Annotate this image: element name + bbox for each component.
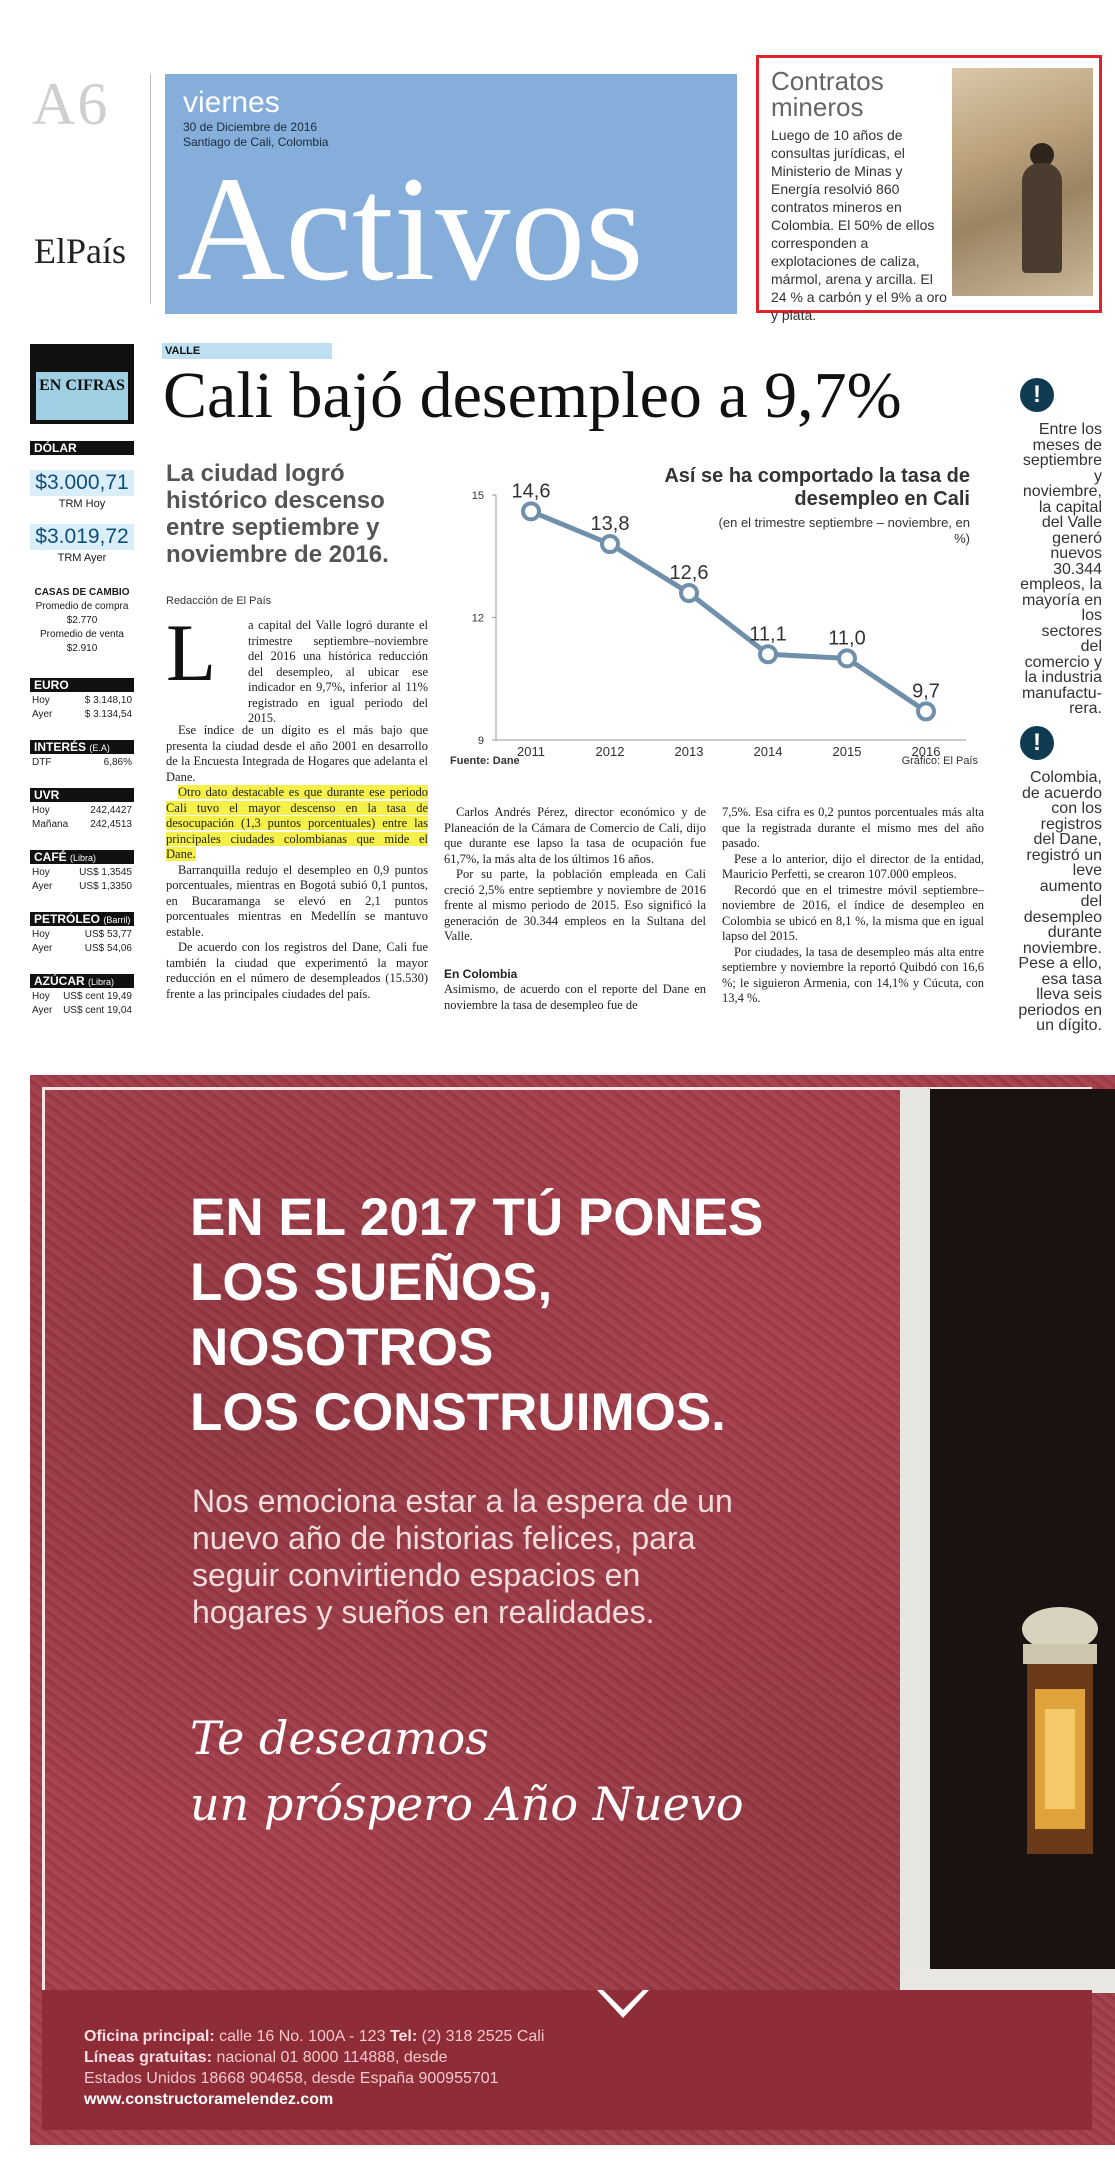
chart-title: Así se ha comportado la tasa de desempleo en Cali bbox=[664, 465, 970, 510]
article-col-2 bbox=[444, 805, 706, 1013]
section-banner bbox=[165, 74, 737, 314]
trm-hoy-value: $3.000,71 bbox=[30, 470, 134, 496]
venta-label: Promedio de venta bbox=[40, 629, 124, 640]
subhead: En Colombia bbox=[444, 966, 518, 981]
row-key: Ayer bbox=[32, 709, 53, 720]
chart-credit: Gráfico: El País bbox=[901, 755, 978, 767]
x-tick-label: 2013 bbox=[674, 744, 704, 759]
row-value: 6,86% bbox=[103, 757, 132, 768]
venta-value: $2.910 bbox=[66, 643, 98, 654]
paragraph: Por ciudades, la tasa de desempleo más alta entre septiembre y noviembre la reportó Quibdó con 16,6 %; le siguieron Armenia, con 14,1% y Cúcuta, con 13,4 %. bbox=[722, 944, 984, 1005]
mineros-teaser[interactable] bbox=[756, 55, 1102, 323]
ad-greeting bbox=[190, 1705, 890, 1837]
x-tick-label: 2011 bbox=[517, 744, 545, 759]
trm-ayer-label: TRM Ayer bbox=[57, 552, 107, 564]
advertisement[interactable] bbox=[30, 1075, 1115, 2145]
dolar-label: DÓLAR bbox=[30, 441, 134, 455]
x-tick-label: 2014 bbox=[753, 744, 783, 759]
data-point bbox=[918, 703, 934, 719]
row-value: US$ cent 19,49 bbox=[63, 991, 132, 1002]
paragraph: 7,5%. Esa cifra es 0,2 puntos porcentuales más alta que la registrada durante el mismo mes del año pasado. bbox=[722, 805, 984, 850]
casas-label: CASAS DE CAMBIO bbox=[34, 587, 130, 598]
sidebar-note-1: Entre los meses de septiembre y noviembre, la capital del Valle generó nuevos 30.344 empleos, la mayoría en los sectores del comercio y la industria manufactu-rera. bbox=[1020, 421, 1102, 717]
row-key: Ayer bbox=[32, 1005, 53, 1016]
highlight: Otro dato destacable es que durante ese periodo Cali tuvo el mayor descenso en la tasa de desocupación (1,3 puntos porcentuales) entre las principales ciudades colombianas que mide el Dane. bbox=[166, 785, 428, 861]
window-frame bbox=[900, 1089, 930, 1989]
data-label: 11,1 bbox=[749, 623, 787, 646]
data-label: 11,0 bbox=[828, 627, 866, 650]
row-key: Hoy bbox=[32, 867, 50, 878]
trm-ayer-value: $3.019,72 bbox=[30, 524, 134, 550]
office-address: calle 16 No. 100A - 123 bbox=[219, 2028, 386, 2045]
trm-hoy bbox=[30, 470, 134, 510]
azucar-sub: (Libra) bbox=[88, 977, 115, 987]
paragraph: Asimismo, de acuerdo con el reporte del Dane en noviembre la tasa de desempleo fue de bbox=[444, 982, 706, 1012]
unemployment-chart bbox=[446, 455, 982, 777]
compra-value: $2.770 bbox=[66, 615, 98, 626]
ad-headline bbox=[190, 1185, 890, 1445]
lines-label: Líneas gratuitas: bbox=[84, 2049, 213, 2066]
ad-website-link[interactable]: www.constructoramelendez.com bbox=[84, 2091, 334, 2108]
en-cifras-box bbox=[30, 344, 134, 424]
ad-footer bbox=[42, 1990, 1092, 2130]
row-value: US$ 53,77 bbox=[84, 929, 132, 940]
lantern-icon bbox=[1005, 1599, 1105, 1879]
headline[interactable]: Cali bajó desempleo a 9,7% bbox=[163, 359, 902, 432]
miner-figure bbox=[1022, 163, 1062, 273]
data-label: 13,8 bbox=[590, 513, 630, 535]
petroleo-sub: (Barril) bbox=[103, 915, 131, 925]
azucar-text: AZÚCAR bbox=[34, 974, 85, 988]
data-point bbox=[523, 503, 539, 519]
ad-greeting-line: Te deseamos bbox=[190, 1711, 489, 1765]
data-point bbox=[681, 585, 697, 601]
cafe-sub: (Libra) bbox=[70, 853, 97, 863]
page-number: A6 bbox=[32, 71, 110, 137]
petroleo-label bbox=[30, 912, 134, 926]
byline: Redacción de El País bbox=[166, 595, 272, 607]
sidebar-note-2: Colombia, de acuerdo con los registros del Dane, registró un leve aumento del desempleo durante noviembre. Pese a ello, esa tasa lleva seis periodos en un dígito. bbox=[1018, 769, 1102, 1034]
place-text: Santiago de Cali, Colombia bbox=[183, 135, 329, 149]
interes-label bbox=[30, 740, 134, 754]
ad-greeting-line: un próspero Año Nuevo bbox=[190, 1777, 744, 1831]
paragraph: Recordó que en el trimestre móvil septiembre–noviembre de 2016, el índice de desempleo en Colombia se ubicó en 8,1 %, la misma que en igual lapso del 2015. bbox=[722, 882, 984, 943]
alert-icon: ! bbox=[1020, 378, 1054, 412]
header-divider bbox=[150, 74, 151, 304]
data-point bbox=[839, 650, 855, 666]
row-key: Hoy bbox=[32, 929, 50, 940]
data-point bbox=[602, 536, 618, 552]
highlighted-paragraph bbox=[166, 785, 428, 863]
article-intro bbox=[248, 618, 428, 727]
y-tick-label: 15 bbox=[471, 490, 484, 502]
uvr-label: UVR bbox=[30, 788, 134, 802]
drop-cap: L bbox=[166, 607, 217, 698]
data-point bbox=[760, 646, 776, 662]
ad-contact bbox=[84, 2026, 544, 2110]
data-label: 14,6 bbox=[511, 480, 551, 503]
mineros-body: Luego de 10 años de consultas jurídicas, el Ministerio de Minas y Energía resolvió 860 contratos mineros en Colombia. El 50% de ellos corresponden a explotaciones de caliza, mármol, arena y arcilla. El 24 % a carbón y el 9% a oro y plata. bbox=[771, 127, 947, 323]
ad-window-photo bbox=[900, 1089, 1115, 1989]
chart-source: Fuente: Dane bbox=[450, 755, 520, 767]
section-title: Activos bbox=[177, 146, 644, 312]
row-value: 242,4513 bbox=[90, 819, 132, 830]
row-key: Hoy bbox=[32, 805, 50, 816]
casas-de-cambio bbox=[30, 586, 134, 656]
en-cifras-label: EN CIFRAS bbox=[36, 372, 128, 420]
data-label: 12,6 bbox=[669, 562, 709, 584]
cafe-label bbox=[30, 850, 134, 864]
row-value: 242,4427 bbox=[90, 805, 132, 816]
office-line bbox=[84, 2026, 544, 2047]
article-col-1 bbox=[166, 723, 428, 1002]
lines-line-2: Estados Unidos 18668 904658, desde España 900955701 bbox=[84, 2070, 499, 2087]
x-tick-label: 2016 bbox=[911, 744, 941, 759]
paragraph: Por su parte, la población empleada en Cali creció 2,5% entre septiembre y noviembre de 2016 frente al mismo periodo de 2015. Eso significó la generación de 30.344 empleos en la Sultana del Valle. bbox=[444, 867, 706, 943]
date-text: 30 de Diciembre de 2016 bbox=[183, 120, 318, 134]
y-tick-label: 12 bbox=[471, 612, 484, 625]
miner-photo bbox=[952, 68, 1093, 296]
ad-head-line: LOS CONSTRUIMOS. bbox=[190, 1383, 726, 1442]
row-key: Hoy bbox=[32, 991, 50, 1002]
row-value: $ 3.148,10 bbox=[84, 695, 132, 706]
ad-body: Nos emociona estar a la espera de un nuevo año de historias felices, para seguir convirtiendo espacios en hogares y sueños en realidades. bbox=[192, 1483, 733, 1630]
chevron-inner bbox=[603, 1990, 643, 2010]
row-key: Ayer bbox=[32, 943, 53, 954]
row-value: US$ 1,3545 bbox=[79, 867, 132, 878]
paragraph: Ese índice de un dígito es el más bajo que presenta la ciudad desde el año 2001 en desarrollo de la Encuesta Integrada de Hogares que adelanta el Dane. bbox=[166, 723, 428, 784]
banner-day: viernes bbox=[183, 86, 280, 119]
x-tick-label: 2015 bbox=[832, 744, 862, 759]
section-tag: VALLE bbox=[162, 343, 332, 359]
lines-line bbox=[84, 2047, 544, 2068]
row-key: Mañana bbox=[32, 819, 69, 830]
ad-head-line: EN EL 2017 TÚ PONES bbox=[190, 1188, 764, 1247]
paragraph: Pese a lo anterior, dijo el director de la entidad, Mauricio Perfetti, se crearon 107.000 empleos. bbox=[722, 851, 984, 881]
row-key: Hoy bbox=[32, 695, 50, 706]
interes-sub: (E.A) bbox=[89, 743, 110, 753]
ad-head-line: NOSOTROS bbox=[190, 1318, 494, 1377]
chart-subtitle: (en el trimestre septiembre – noviembre, en %) bbox=[718, 515, 970, 546]
tel-label: Tel: bbox=[389, 2028, 418, 2045]
lines-text: nacional 01 8000 114888, desde bbox=[216, 2049, 448, 2066]
y-tick-label: 9 bbox=[477, 735, 484, 747]
paragraph: De acuerdo con los registros del Dane, Cali fue también la ciudad que experimentó la mayor reducción en el número de desempleados (15.530) frente a las principales ciudades del país. bbox=[166, 940, 428, 1001]
row-value: US$ 54,06 bbox=[84, 943, 132, 954]
paragraph: Barranquilla redujo el desempleo en 0,9 puntos porcentuales, mientras en Bogotá subió 0,1 puntos, en Bucaramanga se elevó en 2,1 puntos porcentuales mientras en Medellín se mantuvo estable. bbox=[166, 862, 428, 939]
x-tick-label: 2012 bbox=[595, 744, 625, 759]
mineros-title: Contratos mineros bbox=[771, 66, 884, 122]
paragraph: Carlos Andrés Pérez, director económico y de Planeación de la Cámara de Comercio de Cali, dijo que durante ese lapso la tasa de ocupación fue 61,7%, la más alta de los últimos 16 años. bbox=[444, 805, 706, 866]
office-label: Oficina principal: bbox=[84, 2028, 215, 2045]
trm-ayer bbox=[30, 524, 134, 564]
interes-text: INTERÉS bbox=[34, 740, 87, 754]
data-label: 9,7 bbox=[912, 680, 940, 703]
row-key: Ayer bbox=[32, 881, 53, 892]
article-deck: La ciudad logró histórico descenso entre septiembre y noviembre de 2016. bbox=[166, 460, 389, 568]
row-key: DTF bbox=[32, 757, 52, 768]
euro-label: EURO bbox=[30, 678, 134, 692]
cafe-text: CAFÉ bbox=[34, 850, 67, 864]
row-value: $ 3.134,54 bbox=[84, 709, 132, 720]
tel-number: (2) 318 2525 Cali bbox=[421, 2028, 545, 2045]
ad-head-line: LOS SUEÑOS, bbox=[190, 1253, 553, 1312]
row-value: US$ cent 19,04 bbox=[63, 1005, 132, 1016]
paragraph: a capital del Valle logró durante el trimestre septiembre–noviembre del 2016 una histórica reducción del desempleo, al ubicar ese indicador en 9,7%, inferior al 11% registrado en igual periodo del 2015. bbox=[248, 618, 428, 725]
article-col-3 bbox=[722, 805, 984, 1007]
alert-icon: ! bbox=[1020, 726, 1054, 760]
row-value: US$ 1,3350 bbox=[79, 881, 132, 892]
azucar-label bbox=[30, 974, 134, 988]
compra-label: Promedio de compra bbox=[35, 601, 129, 612]
newspaper-logo: ElPaís bbox=[34, 231, 127, 271]
petroleo-text: PETRÓLEO bbox=[34, 912, 101, 926]
trm-hoy-label: TRM Hoy bbox=[58, 498, 106, 510]
